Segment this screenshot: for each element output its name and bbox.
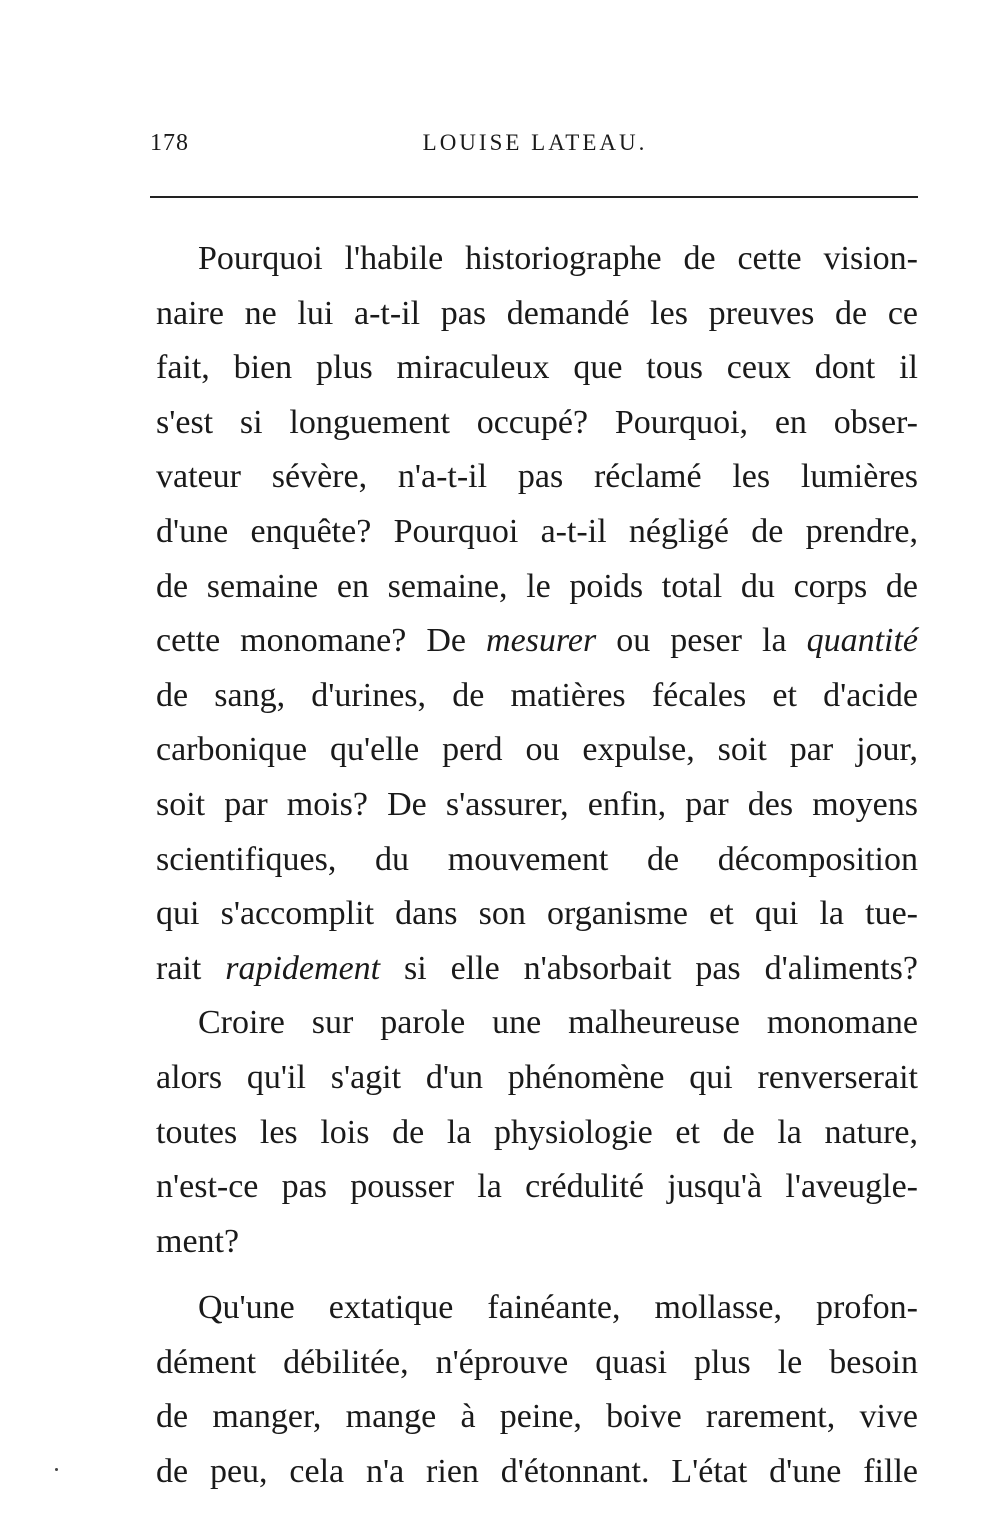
text-run: si elle n'absorbait pas d'aliments?: [380, 949, 919, 987]
text-line: naire ne lui a-t-il pas demandé les preuves de ce: [156, 294, 918, 332]
italic-run: mesurer: [486, 622, 597, 660]
text-line: Croire sur parole une malheureuse monomane: [198, 1004, 918, 1042]
text-line: n'est-ce pas pousser la crédulité jusqu'à l'aveugle-: [156, 1168, 918, 1206]
text-run: cette monomane? De: [156, 622, 487, 660]
text-line: dément débilitée, n'éprouve quasi plus le besoin: [156, 1343, 918, 1381]
text-line: vateur sévère, n'a-t-il pas réclamé les lumières: [156, 458, 918, 496]
text-line-with-italics: [156, 942, 918, 997]
running-title: LOUISE LATEAU.: [422, 130, 648, 155]
paragraph-gap: [156, 1269, 918, 1281]
text-line: de manger, mange à peine, boive rarement, vive: [156, 1398, 918, 1436]
page-number: 178: [150, 130, 189, 156]
scan-speck: [55, 1468, 58, 1471]
text-line: Pourquoi l'habile historiographe de cette vision-: [198, 240, 918, 277]
text-line: scientifiques, du mouvement de décomposition: [156, 840, 918, 878]
text-line-with-italics: [156, 614, 918, 669]
text-run: ou peser la: [596, 622, 807, 660]
running-head: [150, 130, 920, 166]
header-rule: [150, 196, 918, 198]
text-line: de peu, cela n'a rien d'étonnant. L'état d'une fille: [156, 1453, 918, 1491]
body-text: [156, 232, 918, 1500]
text-line: qui s'accomplit dans son organisme et qui la tue-: [156, 895, 918, 933]
text-line: Qu'une extatique fainéante, mollasse, profon-: [198, 1289, 918, 1327]
text-line: alors qu'il s'agit d'un phénomène qui renverserait: [156, 1058, 918, 1096]
text-line: ment?: [156, 1222, 240, 1260]
text-line: fait, bien plus miraculeux que tous ceux dont il: [156, 349, 918, 387]
text-line: carbonique qu'elle perd ou expulse, soit par jour,: [156, 731, 918, 769]
text-line: s'est si longuement occupé? Pourquoi, en obser-: [156, 403, 918, 441]
text-line: toutes les lois de la physiologie et de la nature,: [156, 1113, 918, 1151]
italic-run: quantité: [806, 622, 918, 660]
italic-run: rapidement: [225, 949, 381, 987]
text-line: de sang, d'urines, de matières fécales et d'acide: [156, 676, 918, 714]
text-line: d'une enquête? Pourquoi a-t-il négligé de prendre,: [156, 512, 918, 550]
text-line: soit par mois? De s'assurer, enfin, par des moyens: [156, 785, 918, 823]
text-run: rait: [156, 949, 226, 987]
text-line: de semaine en semaine, le poids total du corps de: [156, 567, 918, 605]
